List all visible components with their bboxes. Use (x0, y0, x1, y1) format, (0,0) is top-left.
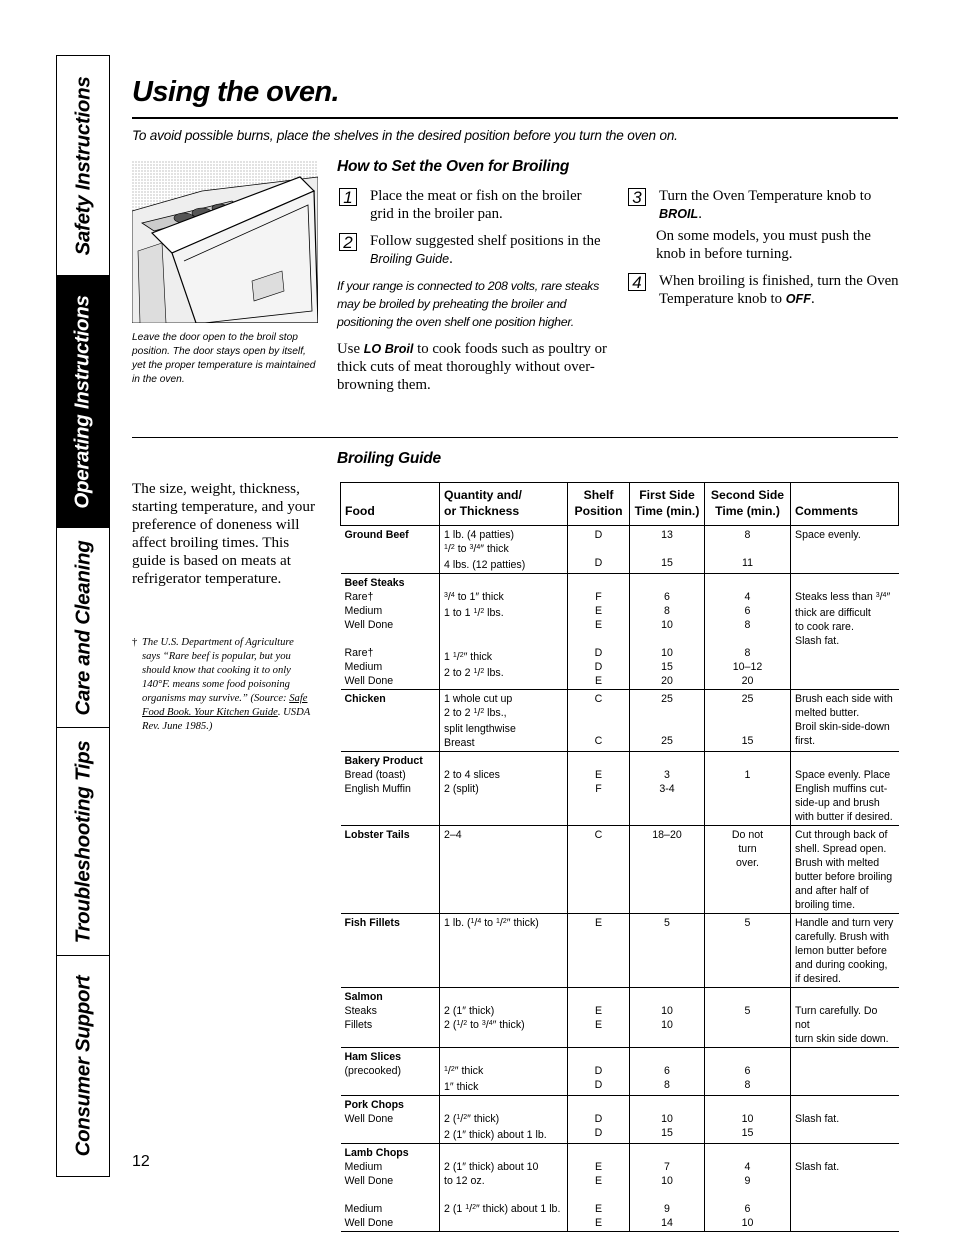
voltage-note: If your range is connected to 208 volts, rare steaks may be broiled by preheating the broiler and positioning the oven shelf one position higher. (337, 279, 599, 329)
shelf-cell: D D (568, 526, 630, 574)
comments-cell: Slash fat. (791, 1144, 899, 1232)
tab-label: Operating Instructions (71, 294, 95, 509)
first-side-cell: 6 8 10 10 15 20 (630, 574, 705, 690)
second-side-cell: 6 8 (705, 1048, 791, 1096)
page-number: 12 (132, 1153, 150, 1170)
first-side-cell: 18–20 (630, 826, 705, 914)
step-number: 3 (628, 188, 646, 206)
second-side-cell: 4 9 6 10 (705, 1144, 791, 1232)
tab-label: Troubleshooting Tips (71, 740, 95, 943)
second-side-cell: Do not turn over. (705, 826, 791, 914)
second-side-cell: 5 (705, 914, 791, 988)
second-side-cell: 8 11 (705, 526, 791, 574)
first-side-cell: 10 10 (630, 988, 705, 1048)
table-row (341, 752, 899, 826)
shelf-cell: D D (568, 1096, 630, 1144)
table-row (341, 574, 899, 690)
first-side-cell: 3 3-4 (630, 752, 705, 826)
first-side-cell: 13 15 (630, 526, 705, 574)
table-row (341, 826, 899, 914)
food-cell: Pork Chops Well Done (341, 1096, 440, 1144)
quantity-cell: $^3$/$^4$ to 1″ thick 1 to 1 $^1$/$^2$ lbs. 1 $^1$/$^2$″ thick 2 to 2 $^1$/$^2$ lbs. (440, 574, 568, 690)
food-cell: Beef Steaks Rare† Medium Well Done Rare† Medium Well Done (341, 574, 440, 690)
second-side-cell: 1 (705, 752, 791, 826)
usda-footnote: † The U.S. Department of Agriculture says “Rare beef is popular, but you should know that cooking it to only 140°F. means some food poisoning organisms may survive.” (Source: Safe Food Book. Your Kitchen Guide. USDA Rev. June 1985.) (132, 637, 311, 732)
shelf-cell: E E (568, 988, 630, 1048)
tab-care-and-cleaning[interactable] (57, 528, 109, 728)
first-side-cell: 10 15 (630, 1096, 705, 1144)
first-side-cell: 6 8 (630, 1048, 705, 1096)
step-4 (628, 272, 900, 308)
tab-label: Safety Instructions (71, 76, 94, 255)
step-text: Turn the Oven Temperature knob to BROIL. (659, 188, 872, 222)
comments-cell: Steaks less than $^3$/$^4$″ thick are difficult to cook rare. Slash fat. (791, 574, 899, 690)
comments-cell: Turn carefully. Do not turn skin side down. (791, 988, 899, 1048)
table-row (341, 526, 899, 574)
food-cell: Fish Fillets (341, 914, 440, 988)
table-row (341, 914, 899, 988)
section-tabs (56, 55, 110, 1177)
shelf-cell: E E E E (568, 1144, 630, 1232)
table-header-cell: Second Side Time (min.) (705, 483, 791, 526)
table-header-cell: Food (341, 483, 440, 526)
quantity-cell: 1 lb. (4 patties) $^1$/$^2$ to $^3$/$^4$″ thick 4 lbs. (12 patties) (440, 526, 568, 574)
step-number: 1 (339, 188, 357, 206)
step-2 (339, 232, 609, 268)
broiling-guide-table (340, 482, 899, 1232)
first-side-cell: 25 25 (630, 690, 705, 752)
comments-cell: Handle and turn very carefully. Brush with lemon butter before and during cooking, if desired. (791, 914, 899, 988)
tab-safety-instructions[interactable] (57, 56, 109, 276)
title-rule (132, 117, 898, 119)
second-side-cell: 25 15 (705, 690, 791, 752)
quantity-cell: $^1$/$^2$″ thick 1″ thick (440, 1048, 568, 1096)
table-row (341, 1144, 899, 1232)
food-cell: Lobster Tails (341, 826, 440, 914)
tab-consumer-support[interactable] (57, 956, 109, 1176)
page-title: Using the oven. (132, 76, 339, 108)
food-cell: Chicken (341, 690, 440, 752)
tab-troubleshooting-tips[interactable] (57, 728, 109, 956)
first-side-cell: 7 10 9 14 (630, 1144, 705, 1232)
second-side-cell: 10 15 (705, 1096, 791, 1144)
comments-cell: Space evenly. Place English muffins cut- side-up and brush with butter if desired. (791, 752, 899, 826)
table-header-row (341, 483, 899, 526)
step-number: 2 (339, 233, 357, 251)
quantity-cell: 1 whole cut up 2 to 2 $^1$/$^2$ lbs., split lengthwise Breast (440, 690, 568, 752)
table-row (341, 1048, 899, 1096)
food-cell: Salmon Steaks Fillets (341, 988, 440, 1048)
quantity-cell: 2 (1″ thick) 2 ($^1$/$^2$ to $^3$/$^4$″ thick) (440, 988, 568, 1048)
quantity-cell: 2 ($^1$/$^2$″ thick) 2 (1″ thick) about 1 lb. (440, 1096, 568, 1144)
quantity-cell: 2 (1″ thick) about 10 to 12 oz. 2 (1 $^1$/$^2$″ thick) about 1 lb. (440, 1144, 568, 1232)
comments-cell (791, 1048, 899, 1096)
intro-text: To avoid possible burns, place the shelves in the desired position before you turn the oven on. (132, 128, 678, 143)
quantity-cell: 2 to 4 slices 2 (split) (440, 752, 568, 826)
shelf-cell: C C (568, 690, 630, 752)
step-number: 4 (628, 273, 646, 291)
shelf-cell: E F (568, 752, 630, 826)
shelf-cell: E (568, 914, 630, 988)
table-body (341, 526, 899, 1232)
broiling-guide-heading: Broiling Guide (337, 450, 441, 467)
guide-intro: The size, weight, thickness, starting temperature, and your preference of doneness will affect broiling times. This guide is based on meats at refrigerator temperature. (132, 480, 316, 587)
table-row (341, 988, 899, 1048)
shelf-cell: F E E D D E (568, 574, 630, 690)
table-header-cell: Quantity and/ or Thickness (440, 483, 568, 526)
table-header-cell: First Side Time (min.) (630, 483, 705, 526)
comments-cell: Cut through back of shell. Spread open. Brush with melted butter before broiling and after half of broiling time. (791, 826, 899, 914)
footnote-mark: † (132, 637, 138, 648)
quantity-cell: 1 lb. ($^1$/$^4$ to $^1$/$^2$″ thick) (440, 914, 568, 988)
step-3 (628, 187, 900, 223)
step-1 (339, 187, 609, 223)
table-row (341, 1096, 899, 1144)
comments-cell: Space evenly. (791, 526, 899, 574)
shelf-cell: D D (568, 1048, 630, 1096)
step-text: Place the meat or fish on the broiler grid in the broiler pan. (370, 188, 582, 222)
second-side-cell: 5 (705, 988, 791, 1048)
second-side-cell: 4 6 8 8 10–12 20 (705, 574, 791, 690)
oven-door-illustration (132, 161, 318, 323)
tab-label: Care and Cleaning (71, 540, 95, 715)
push-knob-note: On some models, you must push the knob in before turning. (656, 228, 871, 262)
lo-broil-note: Use LO Broil to cook foods such as poultry or thick cuts of meat thoroughly without over-browning them. (337, 341, 607, 393)
broiling-howto-heading: How to Set the Oven for Broiling (337, 158, 570, 175)
step-text: When broiling is finished, turn the Oven Temperature knob to OFF. (659, 273, 899, 307)
food-cell: Ground Beef (341, 526, 440, 574)
food-cell: Ham Slices (precooked) (341, 1048, 440, 1096)
tab-operating-instructions[interactable] (57, 276, 109, 528)
table-row (341, 690, 899, 752)
food-cell: Bakery Product Bread (toast) English Muffin (341, 752, 440, 826)
table-header-cell: Shelf Position (568, 483, 630, 526)
illustration-caption: Leave the door open to the broil stop position. The door stays open by itself, yet the proper temperature is maintained in the oven. (132, 332, 316, 385)
step-text: Follow suggested shelf positions in the Broiling Guide. (370, 233, 601, 267)
tab-label: Consumer Support (71, 975, 94, 1157)
comments-cell: Slash fat. (791, 1096, 899, 1144)
shelf-cell: C (568, 826, 630, 914)
comments-cell: Brush each side with melted butter. Broil skin-side-down first. (791, 690, 899, 752)
first-side-cell: 5 (630, 914, 705, 988)
quantity-cell: 2–4 (440, 826, 568, 914)
section-divider (132, 437, 898, 438)
table-header-cell: Comments (791, 483, 899, 526)
food-cell: Lamb Chops Medium Well Done Medium Well Done (341, 1144, 440, 1232)
